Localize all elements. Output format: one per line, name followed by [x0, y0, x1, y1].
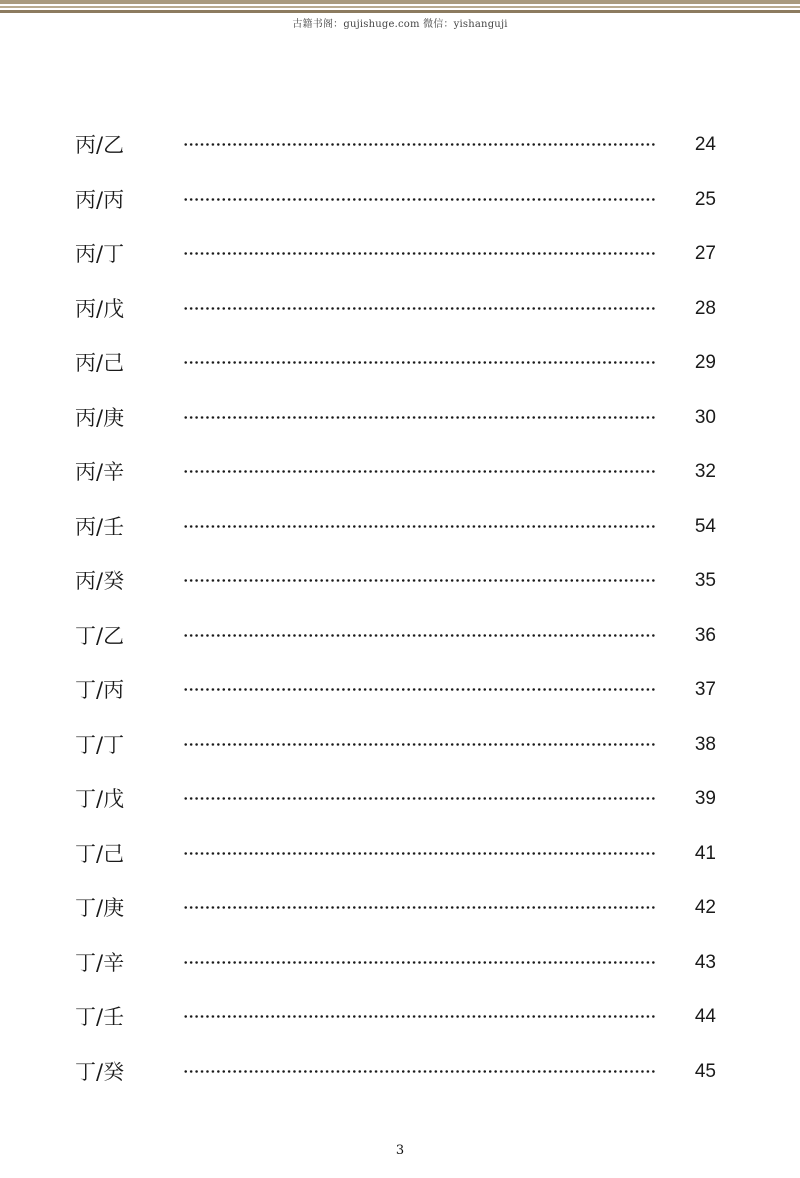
toc-entry-page-number: 44: [694, 1006, 716, 1027]
toc-dot-leader: [183, 416, 655, 419]
toc-entry-page-number: 41: [694, 842, 716, 864]
toc-dot-leader: [183, 743, 655, 746]
toc-entry-label: 丁/乙: [75, 623, 125, 648]
toc-entry-page-number: 43: [694, 951, 716, 973]
toc-entry[interactable]: [0, 512, 800, 542]
toc-entry-label: 丁/丙: [75, 678, 125, 702]
toc-entry[interactable]: [0, 1057, 800, 1087]
toc-entry-page-number: 39: [694, 788, 716, 809]
toc-dot-leader: [183, 361, 655, 364]
toc-entry-page-number: 38: [694, 733, 716, 755]
toc-entry[interactable]: [0, 893, 800, 923]
toc-entry[interactable]: [0, 403, 800, 433]
toc-entry[interactable]: [0, 621, 800, 651]
toc-entry-label: 丁/庚: [75, 896, 125, 920]
toc-entry-label: 丙/丙: [75, 187, 125, 212]
toc-entry[interactable]: [0, 566, 800, 596]
toc-entry[interactable]: [0, 348, 800, 378]
toc-dot-leader: [183, 1015, 655, 1018]
toc-entry-label: 丙/辛: [75, 460, 125, 484]
toc-entry-label: 丁/戊: [75, 787, 125, 811]
header-watermark-text: 古籍书阁：gujishuge.com 微信：yishanguji: [292, 19, 508, 30]
toc-dot-leader: [183, 961, 655, 964]
toc-entry-page-number: 29: [694, 352, 716, 373]
toc-dot-leader: [183, 1070, 655, 1073]
toc-entry-page-number: 28: [694, 297, 716, 319]
toc-entry-label: 丙/乙: [75, 133, 125, 157]
toc-dot-leader: [183, 525, 655, 528]
toc-entry-page-number: 54: [694, 515, 716, 537]
toc-entry-label: 丙/壬: [75, 514, 125, 539]
toc-entry[interactable]: [0, 839, 800, 869]
toc-dot-leader: [183, 688, 655, 691]
toc-dot-leader: [183, 252, 655, 255]
toc-entry-label: 丁/壬: [75, 1005, 125, 1029]
toc-entry[interactable]: [0, 130, 800, 160]
toc-entry-page-number: 42: [694, 897, 716, 918]
toc-dot-leader: [183, 797, 655, 800]
toc-entry-page-number: 25: [694, 188, 716, 210]
toc-entry-page-number: 24: [694, 134, 716, 155]
page-number: 3: [395, 1143, 405, 1158]
toc-entry-label: 丁/癸: [75, 1059, 125, 1084]
toc-entry[interactable]: [0, 457, 800, 487]
toc-entry[interactable]: [0, 948, 800, 978]
toc-entry[interactable]: [0, 675, 800, 705]
toc-entry-page-number: 30: [694, 406, 716, 428]
toc-entry-label: 丙/己: [75, 351, 125, 375]
toc-entry-page-number: 35: [694, 570, 716, 591]
toc-dot-leader: [183, 579, 655, 582]
toc-entry-label: 丙/丁: [75, 242, 125, 266]
toc-entry-label: 丁/己: [75, 841, 125, 866]
toc-entry-page-number: 37: [694, 679, 716, 700]
toc-entry[interactable]: [0, 294, 800, 324]
toc-entry-page-number: 45: [694, 1060, 716, 1082]
toc-entry-page-number: 27: [694, 243, 716, 264]
toc-dot-leader: [183, 634, 655, 637]
toc-dot-leader: [183, 906, 655, 909]
toc-entry-label: 丙/癸: [75, 569, 125, 593]
toc-dot-leader: [183, 307, 655, 310]
toc-entry-label: 丙/戊: [75, 296, 125, 321]
toc-entry[interactable]: [0, 239, 800, 269]
toc-dot-leader: [183, 852, 655, 855]
toc-dot-leader: [183, 470, 655, 473]
toc-entry[interactable]: [0, 185, 800, 215]
toc-entry[interactable]: [0, 784, 800, 814]
toc-dot-leader: [183, 198, 655, 201]
toc-entry-page-number: 36: [694, 624, 716, 646]
toc-dot-leader: [183, 143, 655, 146]
toc-entry-label: 丁/丁: [75, 732, 125, 757]
toc-entry-label: 丙/庚: [75, 405, 125, 430]
toc-entry[interactable]: [0, 1002, 800, 1032]
toc-entry[interactable]: [0, 730, 800, 760]
toc-entry-label: 丁/辛: [75, 950, 125, 975]
toc-entry-page-number: 32: [694, 461, 716, 482]
